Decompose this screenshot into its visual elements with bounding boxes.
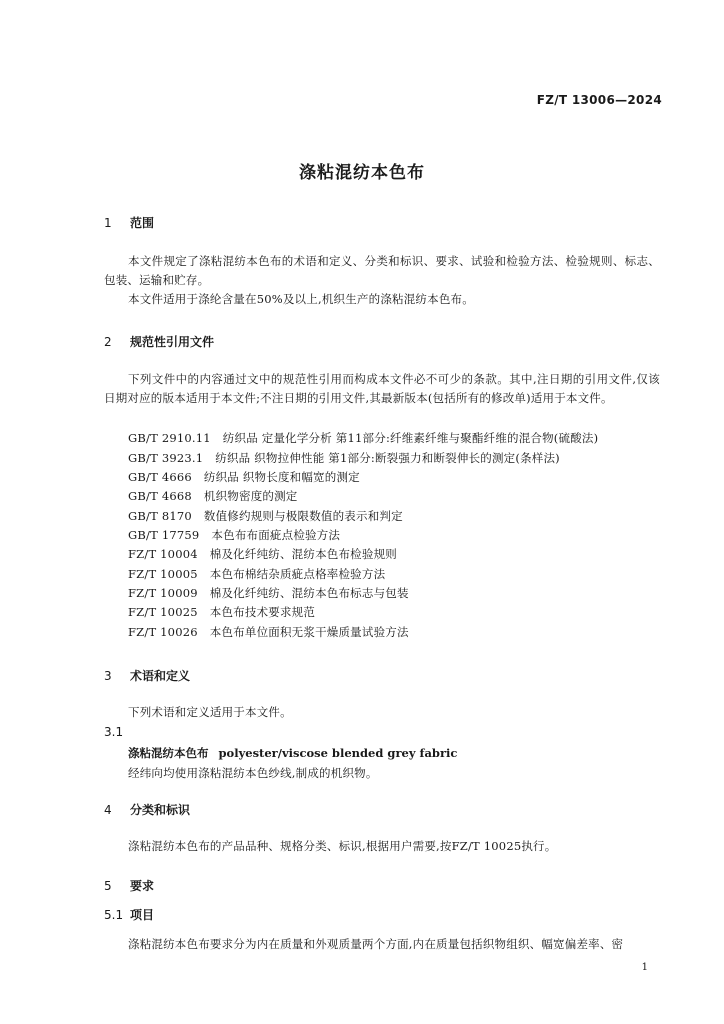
reference-item xyxy=(128,469,360,485)
reference-item xyxy=(128,604,315,620)
reference-title: 机织物密度的测定 xyxy=(203,489,298,503)
subsection-number: 5.1 xyxy=(104,908,124,922)
reference-item xyxy=(128,546,397,562)
subsection-title: 项目 xyxy=(130,908,155,922)
reference-item xyxy=(128,488,298,504)
section-5-heading xyxy=(104,877,154,894)
reference-item xyxy=(128,450,560,466)
reference-title: 本色布单位面积无浆干燥质量试验方法 xyxy=(209,625,409,639)
reference-item xyxy=(128,430,598,446)
section-title: 分类和标识 xyxy=(130,803,191,817)
section-title: 术语和定义 xyxy=(130,669,191,683)
document-title: 涤粘混纺本色布 xyxy=(299,163,425,183)
section-number: 5 xyxy=(104,879,112,893)
section-title: 规范性引用文件 xyxy=(130,335,215,349)
reference-code: GB/T 3923.1 xyxy=(128,451,204,465)
term-number: 3.1 xyxy=(104,725,124,739)
page-number: 1 xyxy=(641,962,648,973)
reference-code: GB/T 8170 xyxy=(128,509,192,523)
reference-title: 棉及化纤纯纺、混纺本色布标志与包装 xyxy=(209,586,409,600)
reference-title: 本色布棉结杂质疵点格率检验方法 xyxy=(209,567,386,581)
reference-title: 纺织品 定量化学分析 第11部分:纤维素纤维与聚酯纤维的混合物(硫酸法) xyxy=(222,431,599,445)
reference-code: GB/T 4666 xyxy=(128,470,192,484)
section-4-heading xyxy=(104,801,190,818)
requirements-text: 涤粘混纺本色布要求分为内在质量和外观质量两个方面,内在质量包括织物组织、幅宽偏差率、密 xyxy=(128,937,624,951)
section-number: 1 xyxy=(104,216,112,230)
reference-title: 本色布布面疵点检验方法 xyxy=(211,528,341,542)
reference-item xyxy=(128,624,409,640)
scope-paragraph-1: 本文件规定了涤粘混纺本色布的术语和定义、分类和标识、要求、试验和检验方法、检验规则、标志、包装、运输和贮存。 xyxy=(104,254,660,287)
reference-title: 数值修约规则与极限数值的表示和判定 xyxy=(203,509,403,523)
reference-item xyxy=(128,585,409,601)
reference-code: FZ/T 10004 xyxy=(128,547,198,561)
reference-code: GB/T 2910.11 xyxy=(128,431,211,445)
section-1-heading xyxy=(104,214,154,231)
reference-title: 纺织品 织物长度和幅宽的测定 xyxy=(203,470,360,484)
reference-title: 纺织品 织物拉伸性能 第1部分:断裂强力和断裂伸长的测定(条样法) xyxy=(215,451,560,465)
reference-item xyxy=(128,508,403,524)
reference-code: FZ/T 10026 xyxy=(128,625,198,639)
scope-paragraph-2: 本文件适用于涤纶含量在50%及以上,机织生产的涤粘混纺本色布。 xyxy=(128,292,474,306)
section-title: 范围 xyxy=(130,216,155,230)
reference-item xyxy=(128,527,340,543)
reference-title: 本色布技术要求规范 xyxy=(209,605,316,619)
term-definition: 经纬向均使用涤粘混纺本色纱线,制成的机织物。 xyxy=(128,766,378,780)
subsection-5-1-heading xyxy=(104,906,154,923)
reference-code: FZ/T 10009 xyxy=(128,586,198,600)
standard-code: FZ/T 13006—2024 xyxy=(536,93,662,107)
reference-code: FZ/T 10005 xyxy=(128,567,198,581)
classification-text: 涤粘混纺本色布的产品品种、规格分类、标识,根据用户需要,按FZ/T 10025执行。 xyxy=(128,839,557,853)
reference-code: GB/T 4668 xyxy=(128,489,192,503)
term-name-cn: 涤粘混纺本色布 xyxy=(128,746,209,760)
reference-item xyxy=(128,566,385,582)
section-number: 2 xyxy=(104,335,112,349)
reference-code: FZ/T 10025 xyxy=(128,605,198,619)
terms-intro: 下列术语和定义适用于本文件。 xyxy=(128,705,292,719)
section-number: 4 xyxy=(104,803,112,817)
term-name-en: polyester/viscose blended grey fabric xyxy=(218,746,458,760)
section-2-heading xyxy=(104,333,214,350)
section-number: 3 xyxy=(104,669,112,683)
reference-code: GB/T 17759 xyxy=(128,528,200,542)
section-3-heading xyxy=(104,667,190,684)
section-title: 要求 xyxy=(130,879,155,893)
reference-title: 棉及化纤纯纺、混纺本色布检验规则 xyxy=(209,547,397,561)
references-intro: 下列文件中的内容通过文中的规范性引用而构成本文件必不可少的条款。其中,注日期的引用文件,仅该日期对应的版本适用于本文件;不注日期的引用文件,其最新版本(包括所有的修改单)适用于本文件。 xyxy=(104,372,660,405)
term-name xyxy=(128,745,457,761)
